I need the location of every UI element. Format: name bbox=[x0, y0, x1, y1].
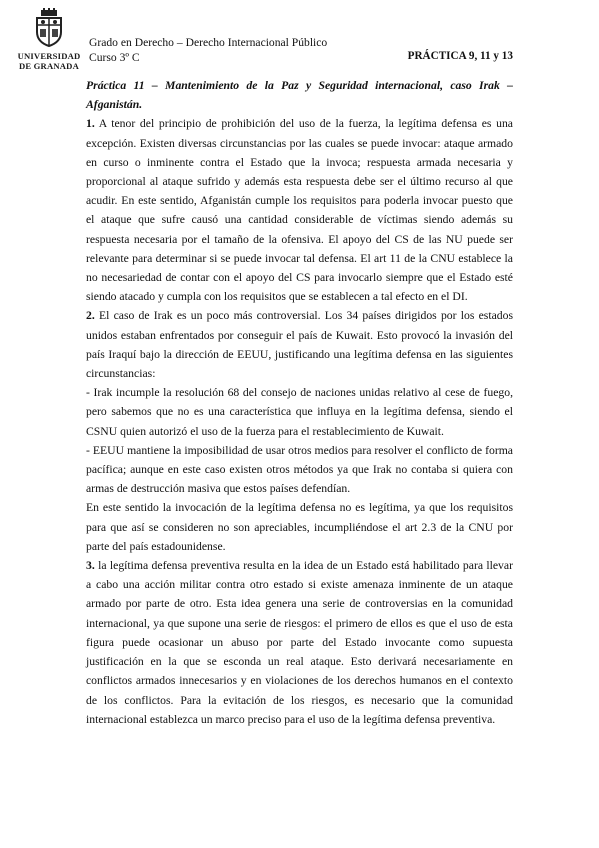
paragraph-text: - EEUU mantiene la imposibilidad de usar otros medios para resolver el conflicto de forma pacífica; aunque en este caso existen otros métodos ya que Irak no contaba si quiera con armas de destrucción masiva que estos países defendían. bbox=[86, 443, 513, 496]
paragraph-text: - Irak incumple la resolución 68 del consejo de naciones unidas relativo al cese de fuego, pero sabemos que no es una característica que influya en la legítima defensa, siendo el CSNU quien autorizó el uso de la fuerza para el restablecimiento de Kuwait. bbox=[86, 386, 513, 438]
paragraph-text: En este sentido la invocación de la legítima defensa no es legítima, ya que los requisitos para que así se consideren no son apreciables, incumpliéndose el art 2.3 de la CNU por parte del país estadounidense. bbox=[86, 501, 513, 553]
university-name-line2: DE GRANADA bbox=[18, 61, 79, 71]
paragraph-2 bbox=[86, 306, 513, 383]
paragraph-number: 2. bbox=[86, 309, 95, 323]
paragraph-2-conclusion bbox=[86, 498, 513, 556]
practice-title: Práctica 11 – Mantenimiento de la Paz y Seguridad internacional, caso Irak – Afganistán. bbox=[86, 79, 513, 112]
header-course-title: Grado en Derecho – Derecho Internacional Público bbox=[89, 36, 328, 49]
university-logo bbox=[14, 8, 84, 71]
paragraph-text: A tenor del principio de prohibición del uso de la fuerza, la legítima defensa es una excepción. Existen diversas circunstancias por las cuales se puede invocar: ataque armado en curso o inminente contra el Estado que la invoca; respuesta armada necesaria y proporcional al ataque sufrido y además esta respuesta debe ser el último recurso al que acudir. En este sentido, Afganistán cumple los requisitos para poderla invocar puesto que el ataque que sufre causó una cantidad considerable de víctimas siendo además su respuesta necesaria por el tamaño de la ofensiva. El apoyo del CS de las NU puede ser relevante para determinar si se puede invocar tal defensa. El art 11 de la CNU establece la no necesariedad de contar con el apoyo del CS para invocarlo siempre que el Estado esté siendo atacado y cumpla con los requisitos que se establecen a tal efecto en el DI. bbox=[86, 117, 513, 304]
paragraph-2-bullet-1 bbox=[86, 383, 513, 441]
paragraph-1 bbox=[86, 114, 513, 306]
paragraph-number: 3. bbox=[86, 559, 95, 573]
university-crest-icon bbox=[32, 8, 66, 48]
university-name-line1: UNIVERSIDAD bbox=[17, 51, 81, 61]
paragraph-text: la legítima defensa preventiva resulta en la idea de un Estado está habilitado para llevar a cabo una acción militar contra otro estado si existe amenaza inminente de un ataque armado por parte de otro. Esta idea genera una serie de controversias en la comunidad internacional, ya que supone una serie de riesgos: el primero de ellos es que el uso de esta figura puede ocasionar un abuso por parte del Estado invocante como supuesta justificación en la que se esconda un real ataque. Esto derivará necesariamente en conflictos armados innecesarios y en violaciones de los derechos humanos en el contexto de los conflictos. Para la evitación de los riesgos, es necesario que la comunidad internacional establezca un marco preciso para el uso de la legítima defensa preventiva. bbox=[86, 559, 513, 726]
paragraph-3 bbox=[86, 556, 513, 729]
header-course-group: Curso 3º C bbox=[89, 51, 140, 64]
document-body bbox=[86, 76, 513, 729]
paragraph-2-bullet-2 bbox=[86, 441, 513, 499]
paragraph-number: 1. bbox=[86, 117, 95, 131]
header-practice-label: PRÁCTICA 9, 11 y 13 bbox=[407, 50, 513, 62]
paragraph-text: El caso de Irak es un poco más controversial. Los 34 países dirigidos por los estados unidos estaban enfrentados por conseguir el país de Kuwait. Esto provocó la invasión del país Iraquí bajo la dirección de EEUU, justificando una legítima defensa en las siguientes circunstancias: bbox=[86, 309, 513, 381]
